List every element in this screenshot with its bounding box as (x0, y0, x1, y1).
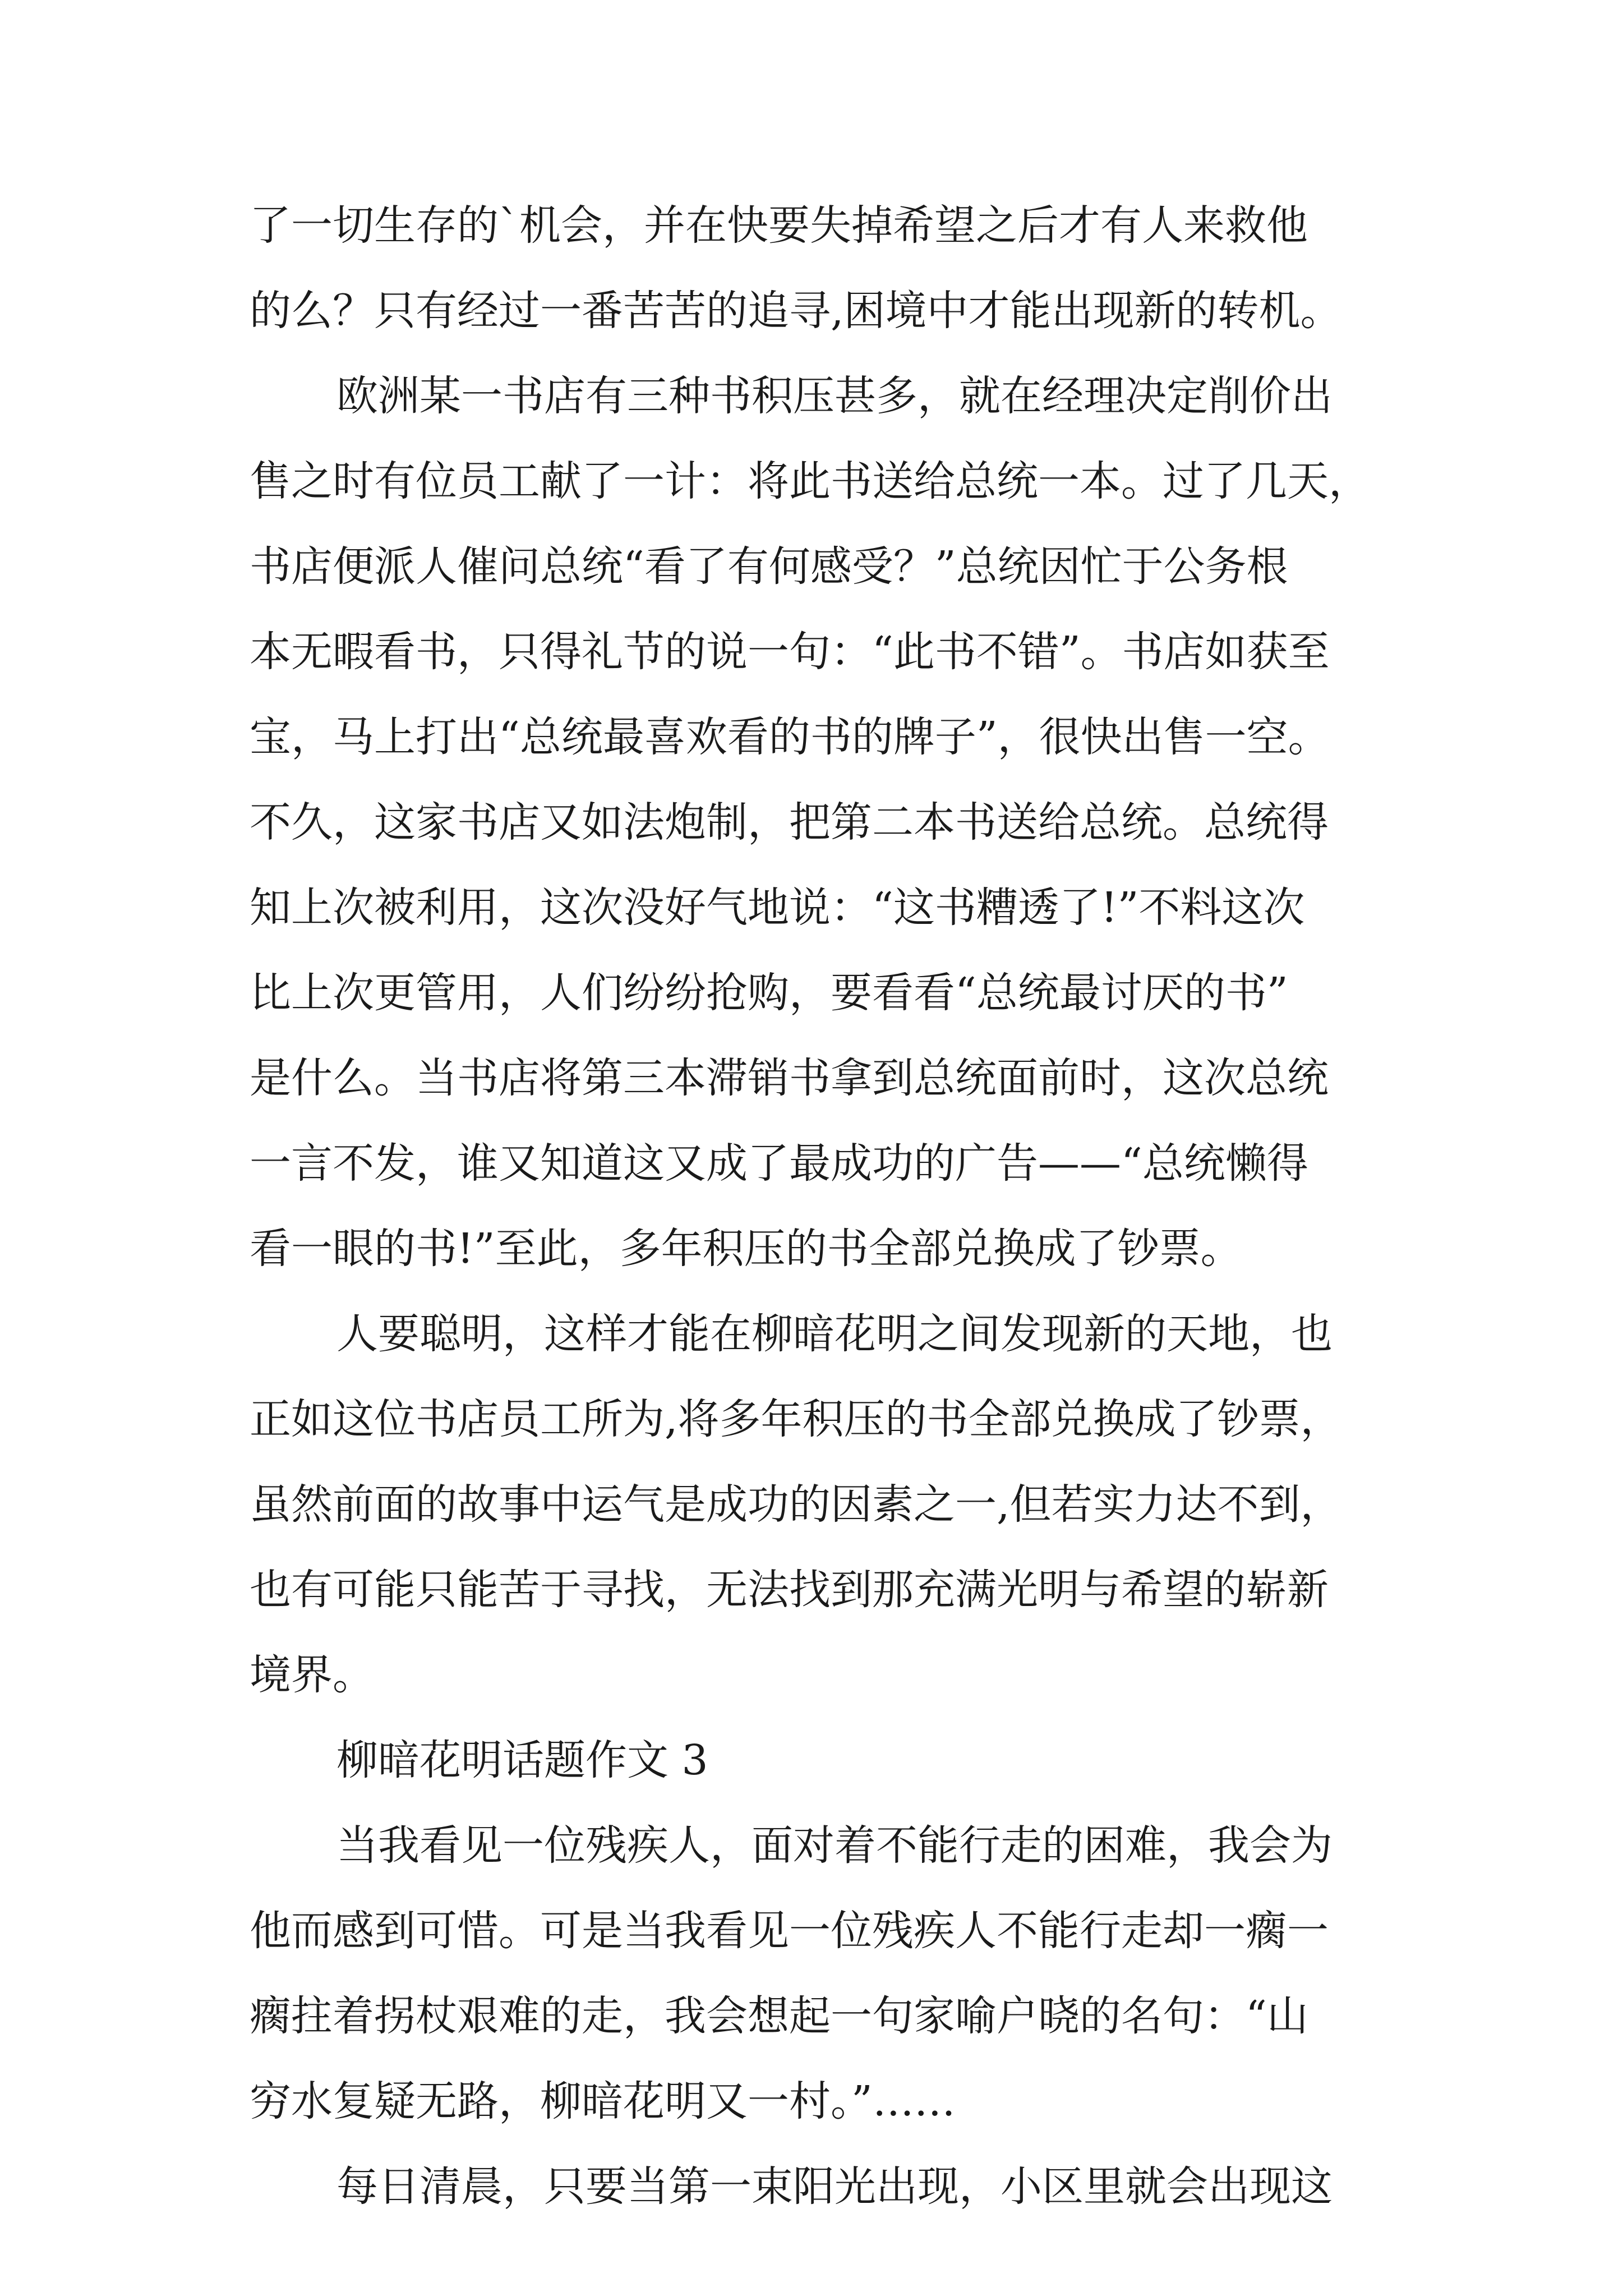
text-line: 他而感到可惜。可是当我看见一位残疾人不能行走却一瘸一 (250, 1907, 1329, 1955)
text-line: 穷水复疑无路，柳暗花明又一村。”…… (250, 2077, 956, 2125)
text-line: 也有可能只能苦于寻找，无法找到那充满光明与希望的崭新 (250, 1566, 1329, 1614)
text-line: 比上次更管用，人们纷纷抢购，要看看“总统最讨厌的书” (250, 969, 1288, 1017)
text-line: 知上次被利用，这次没好气地说：“这书糟透了!”不料这次 (250, 884, 1305, 932)
text-line: 看一眼的书!”至此，多年积压的书全部兑换成了钞票。 (250, 1225, 1242, 1273)
text-line: 境界。 (250, 1651, 374, 1699)
text-line: 是什么。当书店将第三本滞销书拿到总统面前时，这次总统 (250, 1054, 1329, 1102)
paragraph-first-line: 每日清晨，只要当第一束阳光出现，小区里就会出现这 (336, 2162, 1332, 2211)
text-line: 售之时有位员工献了一计：将此书送给总统一本。过了几天， (250, 457, 1370, 505)
text-line: 的么？只有经过一番苦苦的追寻,困境中才能出现新的转机。 (250, 287, 1342, 335)
text-line: 了一切生存的`机会，并在快要失掉希望之后才有人来救他 (250, 201, 1308, 250)
paragraph-first-line: 人要聪明，这样才能在柳暗花明之间发现新的天地，也 (336, 1310, 1332, 1358)
text-line: 书店便派人催问总统“看了有何感受？”总统因忙于公务根 (250, 542, 1288, 591)
text-line: 瘸拄着拐杖艰难的走，我会想起一句家喻户晓的名句：“山 (250, 1992, 1308, 2040)
text-line: 一言不发，谁又知道这又成了最成功的广告——“总统懒得 (250, 1139, 1308, 1188)
text-line: 宝，马上打出“总统最喜欢看的书的牌子”，很快出售一空。 (250, 713, 1330, 761)
text-line: 正如这位书店员工所为,将多年积压的书全部兑换成了钞票， (250, 1395, 1342, 1443)
text-line: 虽然前面的故事中运气是成功的因素之一,但若实力达不到， (250, 1480, 1342, 1529)
text-line: 不久，这家书店又如法炮制，把第二本书送给总统。总统得 (250, 798, 1329, 846)
section-heading: 柳暗花明话题作文 3 (336, 1736, 708, 1784)
paragraph-first-line: 欧洲某一书店有三种书积压甚多，就在经理决定削价出 (336, 372, 1332, 420)
text-line: 本无暇看书，只得礼节的说一句：“此书不错”。书店如获至 (250, 628, 1330, 676)
paragraph-first-line: 当我看见一位残疾人，面对着不能行走的困难，我会为 (336, 1821, 1332, 1870)
